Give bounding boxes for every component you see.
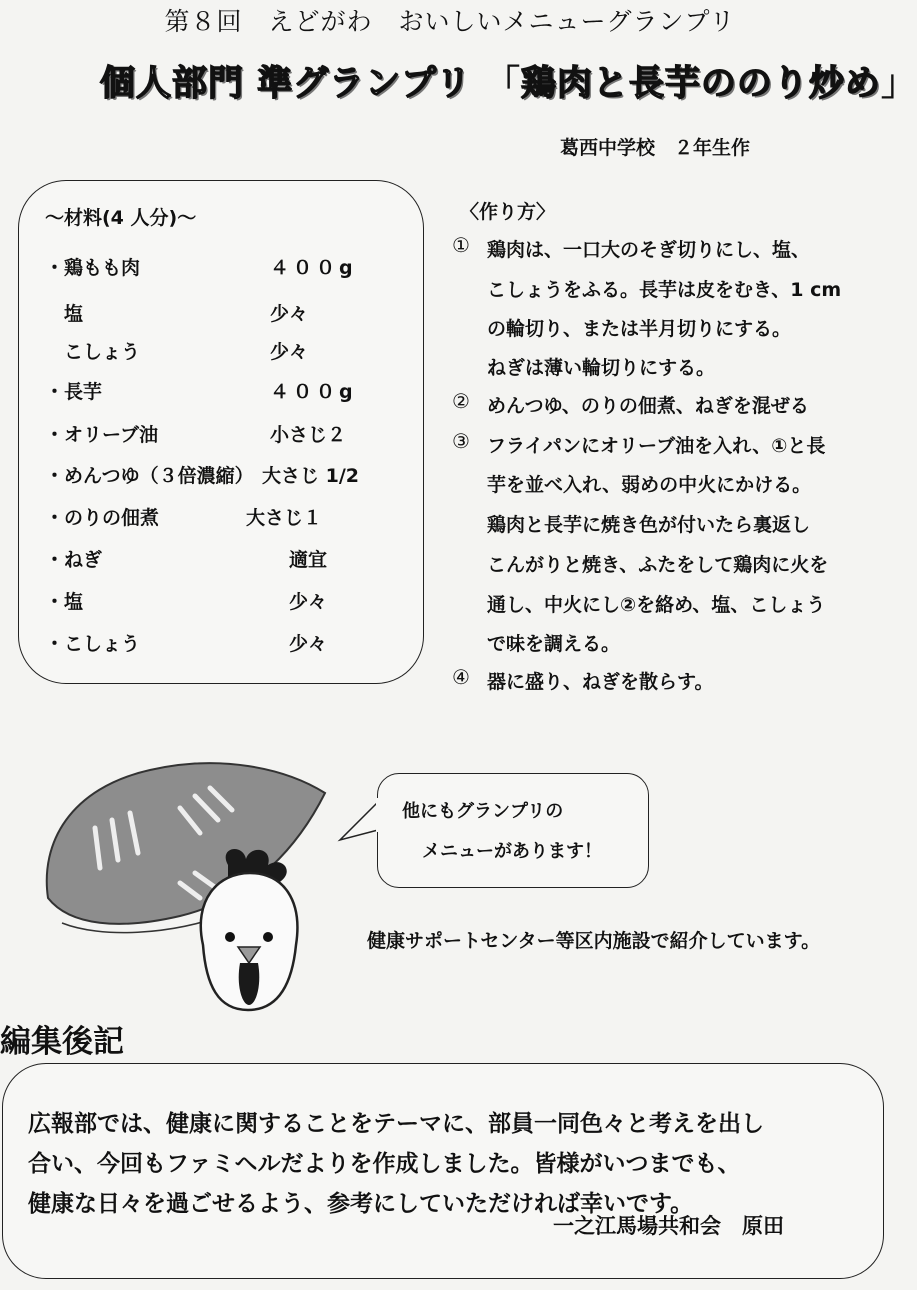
center-note: 健康サポートセンター等区内施設で紹介しています。 [367, 930, 821, 952]
ingredient-qty: 大さじ１ [246, 507, 323, 529]
step-number: ② [452, 389, 470, 413]
editor-note-title: 編集後記 [0, 1024, 124, 1060]
ingredient-qty: 少々 [289, 633, 328, 655]
dish-name: 鶏肉と長芋ののり炒め [521, 64, 882, 104]
step-text-line: 通し、中火にし②を絡め、塩、こしょう [487, 594, 826, 616]
step-text-line: 鶏肉は、一口大のそぎ切りにし、塩、 [487, 239, 811, 261]
ingredient-name: ・鶏もも肉 [45, 257, 141, 279]
award-title [100, 56, 917, 106]
ingredient-qty: ４００g [270, 257, 357, 279]
ingredient-qty: 少々 [270, 303, 309, 325]
ingredient-name: ・こしょう [45, 633, 141, 655]
step-text-line: の輪切り、または半月切りにする。 [487, 318, 792, 340]
step-number: ③ [452, 429, 470, 453]
bubble-tail-mask [376, 798, 382, 832]
dish-open-bracket: 「 [484, 64, 521, 104]
step-text-line: 鶏肉と長芋に焼き色が付いたら裏返し [487, 514, 811, 536]
ingredient-name: こしょう [45, 341, 141, 363]
ingredient-name: 塩 [45, 303, 84, 325]
ingredient-name: ・めんつゆ（３倍濃縮） [45, 465, 254, 487]
editor-note-line: 健康な日々を過ごせるよう、参考にしていただければ幸いです。 [28, 1191, 694, 1217]
step-text-line: こしょうをふる。長芋は皮をむき、1 cm [487, 279, 842, 301]
ingredient-name: ・オリーブ油 [45, 424, 159, 446]
ingredients-title: 〜材料(4 人分)〜 [45, 207, 197, 229]
bubble-text-line1: 他にもグランプリの [402, 801, 564, 822]
ingredient-qty: 適宜 [289, 549, 328, 571]
steps-title: 〈作り方〉 [460, 201, 556, 223]
speech-bubble [377, 773, 649, 888]
ingredient-qty: 少々 [270, 341, 309, 363]
dish-close-bracket: 」 [881, 64, 917, 104]
ingredient-name: ・長芋 [45, 381, 103, 403]
chicken-icon [188, 845, 308, 1015]
ingredient-name: ・のりの佃煮 [45, 507, 160, 529]
step-number: ④ [452, 665, 470, 689]
ingredient-qty: ４００g [270, 381, 357, 403]
step-text-line: 芋を並べ入れ、弱めの中火にかける。 [487, 474, 812, 496]
editor-note-line: 合い、今回もファミヘルだよりを作成しました。皆様がいつまでも、 [28, 1151, 741, 1177]
step-text-line: で味を調える。 [487, 633, 621, 655]
ingredient-name: ・ねぎ [45, 549, 103, 571]
step-text-line: ねぎは薄い輪切りにする。 [487, 357, 716, 379]
bubble-text-line2: メニューがあります！ [422, 841, 602, 862]
editor-signature: 一之江馬場共和会 原田 [553, 1214, 784, 1238]
step-number: ① [452, 233, 470, 257]
ingredient-qty: 小さじ２ [270, 424, 347, 446]
school-credit: 葛西中学校 ２年生作 [560, 137, 751, 159]
step-text-line: 器に盛り、ねぎを散らす。 [487, 671, 714, 693]
award-label: 個人部門 準グランプリ [100, 64, 472, 104]
ingredient-qty: 少々 [289, 591, 328, 613]
step-text-line: フライパンにオリーブ油を入れ、①と長 [487, 435, 826, 457]
event-title: 第８回 えどがわ おいしいメニューグランプリ [164, 7, 736, 36]
ingredient-qty: 大さじ 1/2 [262, 465, 359, 487]
ingredient-name: ・塩 [45, 591, 84, 613]
step-text-line: めんつゆ、のりの佃煮、ねぎを混ぜる [487, 395, 809, 417]
editor-note-line: 広報部では、健康に関することをテーマに、部員一同色々と考えを出し [28, 1111, 764, 1137]
step-text-line: こんがりと焼き、ふたをして鶏肉に火を [487, 554, 829, 576]
